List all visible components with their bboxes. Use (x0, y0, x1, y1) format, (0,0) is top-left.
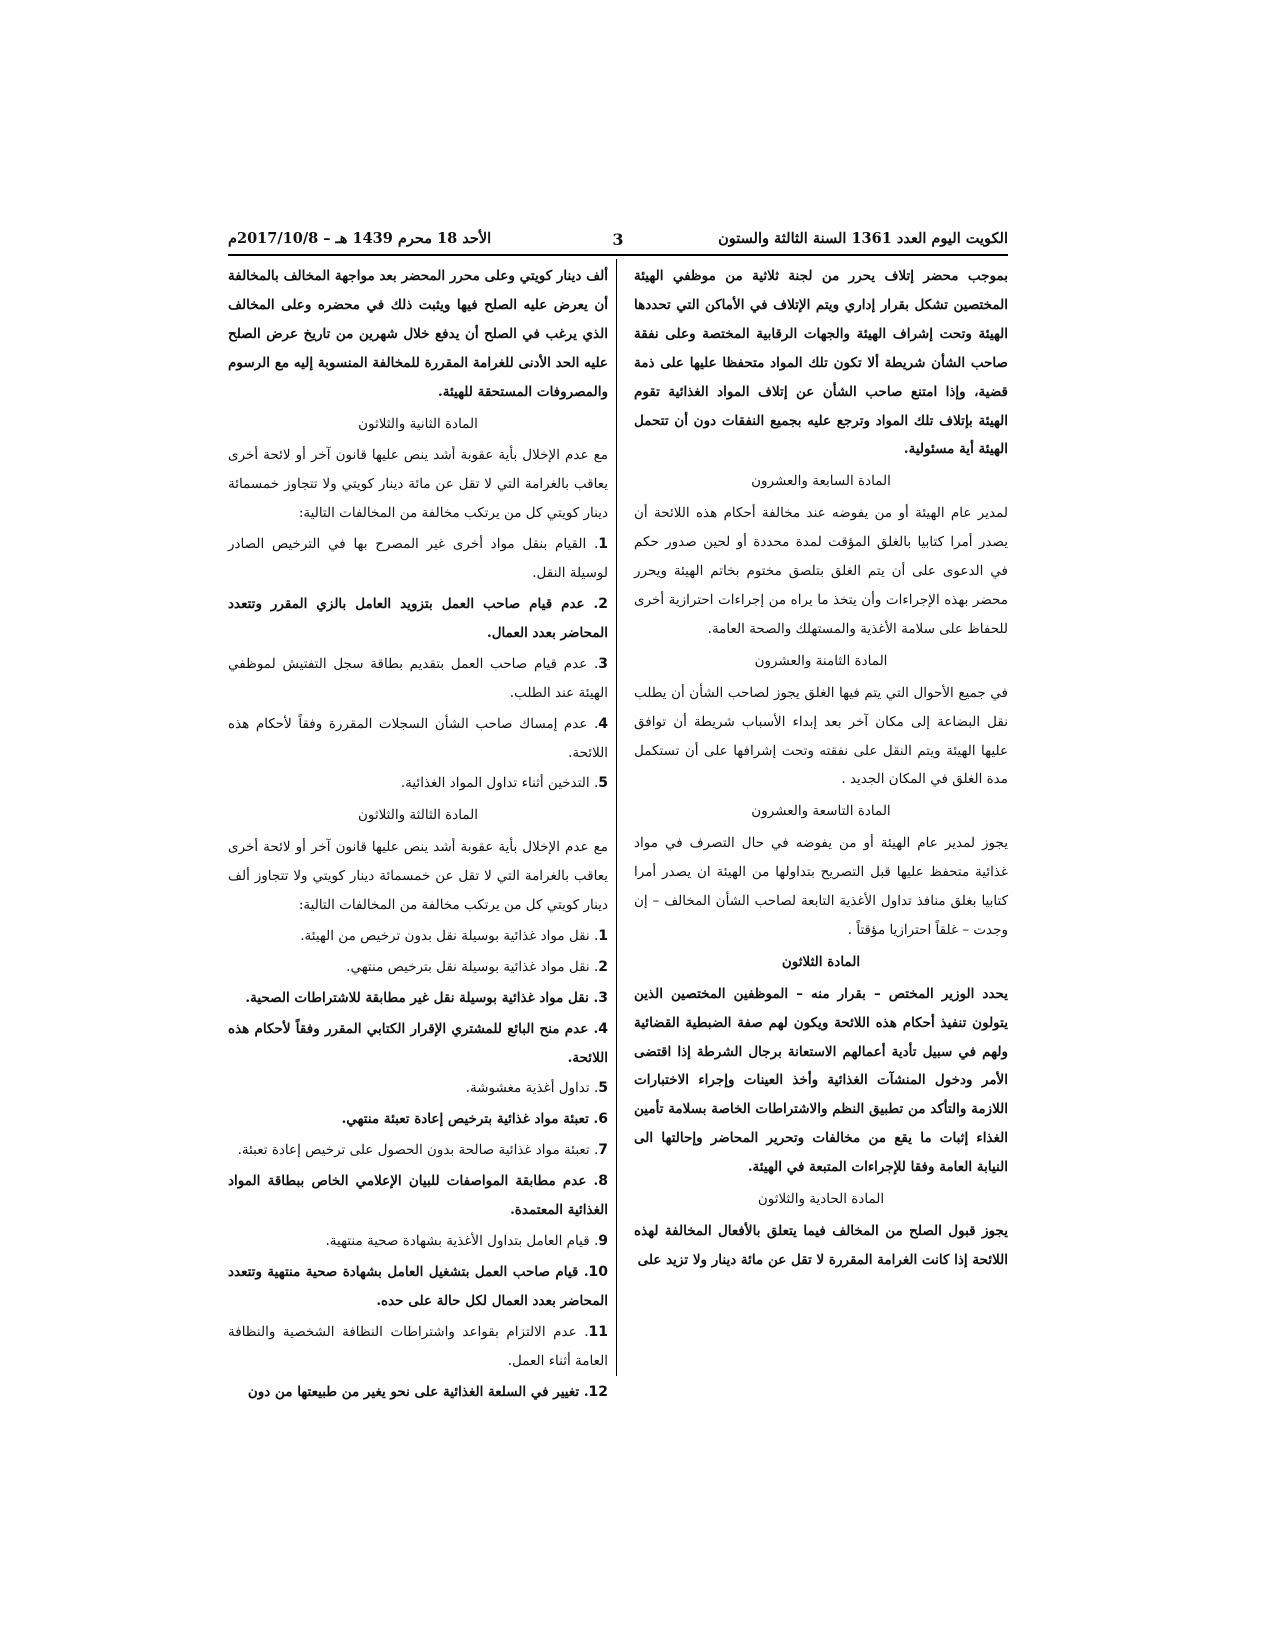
paragraph-article-33: مع عدم الإخلال بأية عقوبة أشد ينص عليها قانون آخر أو لائحة أخرى يعاقب بالغرامة التي لا تقل عن خمسمائة دينار كويتي ولا تتجاوز ألف دينار كويتي كل من يرتكب مخالفة من المخالفات التالية: (228, 839, 608, 914)
header-issue-info: الكويت اليوم العدد 1361 السنة الثالثة والستون (718, 230, 1008, 247)
list-item: 2. نقل مواد غذائية بوسيلة نقل بترخيص منتهي. (346, 958, 608, 975)
article-31-heading: المادة الحادية والثلاثون (757, 1191, 885, 1208)
list-item: 9. قيام العامل بتداول الأغذية بشهادة صحية منتهية. (325, 1233, 608, 1249)
list-item: 1. القيام بنقل مواد أخرى غير المصرح بها في الترخيص الصادر لوسيلة النقل. (228, 536, 608, 582)
list-item: 1. نقل مواد غذائية بوسيلة نقل بدون ترخيص من الهيئة. (300, 927, 608, 944)
article-32-heading: المادة الثانية والثلاثون (358, 415, 478, 432)
list-item: 12. تغيير في السلعة الغذائية على نحو يغير من طبيعتها من دون (247, 1383, 608, 1400)
page-number: 3 (612, 230, 624, 249)
list-item: 3. نقل مواد غذائية بوسيلة نقل غير مطابقة للاشتراطات الصحية. (245, 989, 608, 1006)
article-27-heading: المادة السابعة والعشرون (751, 473, 891, 490)
list-item: 10. قيام صاحب العمل بتشغيل العامل بشهادة صحية منتهية وتتعدد المحاضر بعدد العمال لكل حالة على حده. (228, 1263, 608, 1309)
paragraph-article-26-cont: بموجب محضر إتلاف يحرر من لجنة ثلاثية من موظفي الهيئة المختصين تشكل بقرار إداري ويتم الإتلاف في الأماكن التي تحددها الهيئة وتحت إشراف الهيئة والجهات الرقابية المختصة وعلى نفقة صاحب الشأن شريطة ألا تكون تلك المواد متحفظا عليها على ذمة قضية، وإذا امتنع صاحب الشأن عن إتلاف المواد الغذائية تقوم الهيئة بإتلاف تلك المواد وترجع عليه بجميع النفقات دون أن تتحمل الهيئة أية مسئولية. (634, 268, 1008, 458)
article-33-heading: المادة الثالثة والثلاثون (357, 807, 479, 824)
column-divider (616, 259, 617, 1376)
list-item: 2. عدم قيام صاحب العمل بتزويد العامل بالزي المقرر وتتعدد المحاضر بعدد العمال. (228, 595, 608, 641)
page-header (228, 226, 1008, 252)
list-item: 5. التدخين أثناء تداول المواد الغذائية. (400, 775, 608, 792)
list-item: 3. عدم قيام صاحب العمل بتقديم بطاقة سجل التفتيش لموظفي الهيئة عند الطلب. (228, 655, 608, 701)
list-item: 11. عدم الالتزام بقواعد واشتراطات النظافة الشخصية والنظافة العامة أثناء العمل. (228, 1323, 608, 1369)
paragraph-article-29: يجوز لمدير عام الهيئة أو من يفوضه في حال التصرف في مواد غذائية متحفظ عليها قبل التصريح بتداولها من الهيئة ان يصدر أمرا كتابيا بغلق منافذ تداول الأغذية التابعة لصاحب الشأن المخالف – إن وجدت – غلقاً احترازيا مؤقتاً . (634, 835, 1008, 938)
paragraph-article-31: يجوز قبول الصلح من المخالف فيما يتعلق بالأفعال المخالفة لهذه اللائحة إذا كانت الغرامة المقررة لا تقل عن مائة دينار ولا تزيد على (634, 1223, 1008, 1268)
right-column (634, 262, 1008, 1275)
paragraph-article-27: لمدير عام الهيئة أو من يفوضه عند مخالفة أحكام هذه اللائحة أن يصدر أمرا كتابيا بالغلق المؤقت لمدة محددة أو لحين صدور حكم في الدعوى على أن يتم الغلق بتلصق مختوم بخاتم الهيئة ويحرر محضر بهذه الإجراءات وأن يتخذ ما يراه من إجراءات احترازية أخرى للحفاظ على سلامة الأغذية والمستهلك والصحة العامة. (634, 505, 1008, 637)
list-item: 8. عدم مطابقة المواصفات للبيان الإعلامي الخاص ببطاقة المواد الغذائية المعتمدة. (228, 1173, 608, 1219)
left-column (228, 262, 608, 1408)
article-30-heading: المادة الثلاثون (781, 953, 861, 970)
article-33-list (228, 922, 608, 1407)
header-divider (228, 254, 1008, 256)
list-item: 5. تداول أغذية مغشوشة. (465, 1080, 608, 1097)
paragraph-article-28: في جميع الأحوال التي يتم فيها الغلق يجوز لصاحب الشأن أن يطلب نقل البضاعة إلى مكان آخر بعد إبداء الأسباب شريطة أن توافق عليها الهيئة ويتم النقل على نفقته وتحت إشرافها على أن تستكمل مدة الغلق في المكان الجديد . (634, 684, 1008, 788)
paragraph-article-32: مع عدم الإخلال بأية عقوبة أشد ينص عليها قانون آخر أو لائحة أخرى يعاقب بالغرامة التي لا تقل عن مائة دينار كويتي ولا تتجاوز خمسمائة دينار كويتي كل من يرتكب مخالفة من المخالفات التالية: (228, 447, 608, 522)
paragraph-article-31-cont: ألف دينار كويتي وعلى محرر المحضر بعد مواجهة المخالف بالمخالفة أن يعرض عليه الصلح فيها ويثبت ذلك في محضره وعلى المخالف الذي يرغب في الصلح أن يدفع خلال شهرين من تاريخ عرض الصلح عليه الحد الأدنى للغرامة المقررة للمخالفة المنسوبة إليه مع الرسوم والمصروفات المستحقة للهيئة. (228, 268, 608, 400)
list-item: 6. تعبئة مواد غذائية بترخيص إعادة تعبئة منتهي. (341, 1111, 608, 1128)
list-item: 4. عدم إمساك صاحب الشأن السجلات المقررة وفقاً لأحكام هذه اللائحة. (228, 715, 608, 761)
list-item: 4. عدم منح البائع للمشتري الإقرار الكتابي المقرر وفقاً لأحكام هذه اللائحة. (228, 1020, 608, 1066)
article-32-list (228, 530, 608, 798)
header-date: الأحد 18 محرم 1439 هـ – 2017/10/8م (228, 230, 492, 247)
paragraph-article-30: يحدد الوزير المختص – بقرار منه – الموظفين المختصين الذين يتولون تنفيذ أحكام هذه اللائحة ويكون لهم صفة الضبطية القضائية ولهم في سبيل تأدية أعمالهم الاستعانة برجال الشرطة إذا اقتضى الأمر ودخول المنشآت الغذائية وأخذ العينات وإجراء الاختبارات اللازمة والتأكد من تطبيق النظم والاشتراطات الخاصة بسلامة تأمين الغذاء إثبات ما يقع من مخالفات وتحرير المحاضر وإحالتها الى النيابة العامة وفقا للإجراءات المتبعة في الهيئة. (634, 985, 1008, 1176)
list-item: 7. تعبئة مواد غذائية صالحة بدون الحصول على ترخيص إعادة تعبئة. (237, 1142, 608, 1159)
article-28-heading: المادة الثامنة والعشرون (754, 652, 888, 669)
article-29-heading: المادة التاسعة والعشرون (751, 803, 891, 820)
